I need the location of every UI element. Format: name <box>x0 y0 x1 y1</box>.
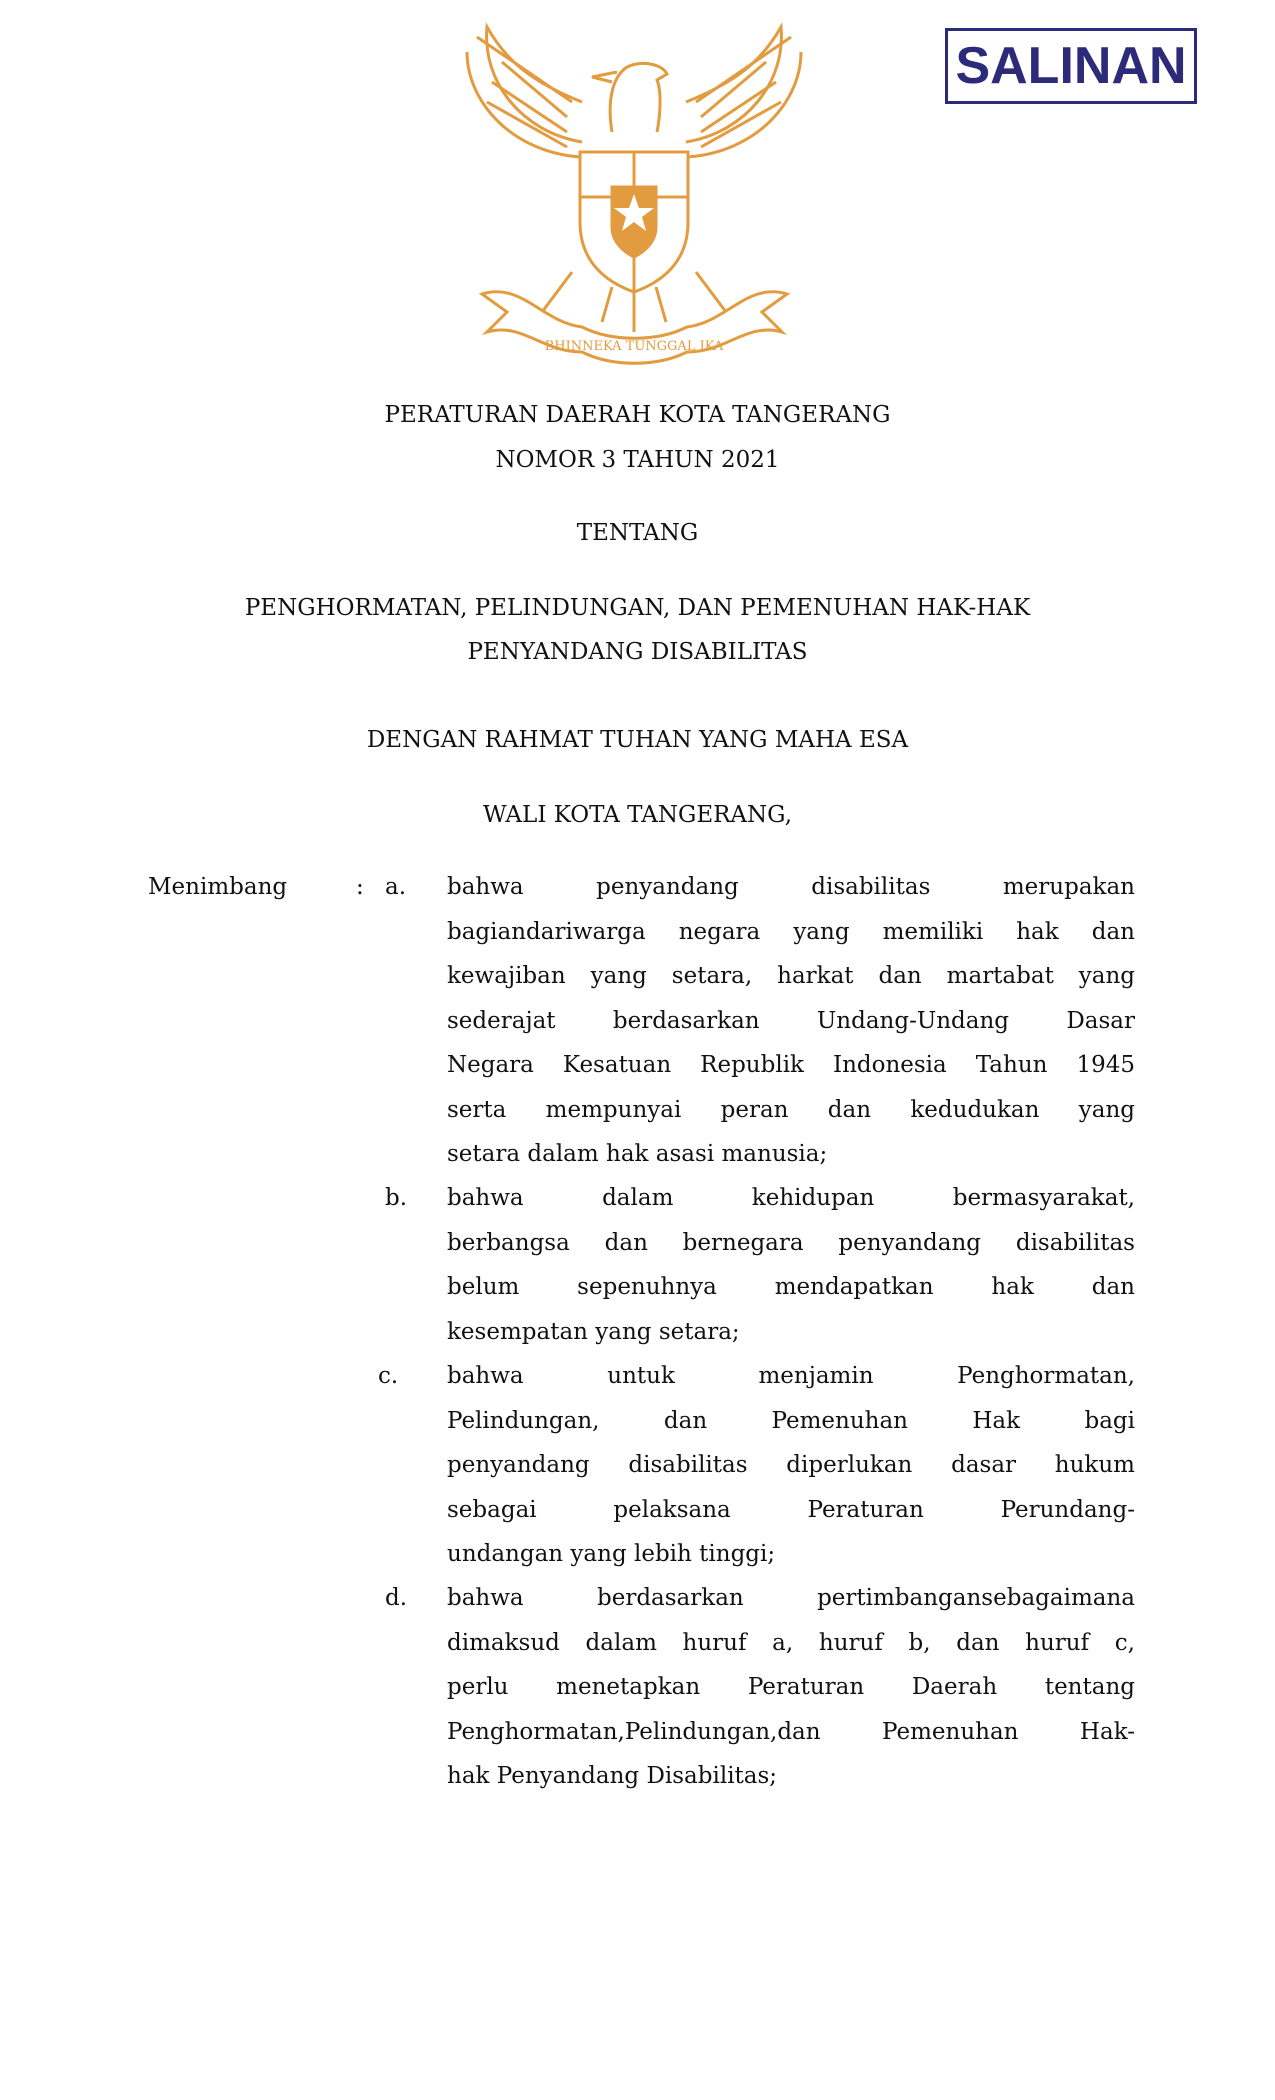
item-line: undangan yang lebih tinggi; <box>447 1541 776 1567</box>
item-line: belum sepenuhnya mendapatkan hak dan <box>447 1274 1135 1300</box>
item-line: sebagai pelaksana Peraturan Perundang- <box>447 1496 1135 1523</box>
item-text <box>447 872 1135 1184</box>
item-line: serta mempunyai peran dan kedudukan yang <box>447 1096 1135 1123</box>
blessing-line: DENGAN RAHMAT TUHAN YANG MAHA ESA <box>366 727 909 753</box>
item-line: berbangsa dan bernegara penyandang disabilitas <box>447 1229 1135 1256</box>
item-letter: b. <box>385 1185 408 1211</box>
item-letter: a. <box>385 874 407 900</box>
item-line: perlu menetapkan Peraturan Daerah tentang <box>447 1674 1135 1700</box>
item-letter: c. <box>378 1363 399 1389</box>
regulation-title: PERATURAN DAERAH KOTA TANGERANG <box>384 402 891 428</box>
item-text <box>447 1583 1135 1806</box>
item-line: Negara Kesatuan Republik Indonesia Tahun 1945 <box>447 1052 1135 1078</box>
item-line: Pelindungan, dan Pemenuhan Hak bagi <box>447 1407 1135 1434</box>
item-line: dimaksud dalam huruf a, huruf b, dan huruf c, <box>447 1629 1135 1656</box>
menimbang-colon: : <box>356 874 364 900</box>
item-line: bahwa dalam kehidupan bermasyarakat, <box>447 1185 1135 1211</box>
item-text <box>447 1361 1135 1584</box>
regulation-number: NOMOR 3 TAHUN 2021 <box>495 447 780 473</box>
mayor-line: WALI KOTA TANGERANG, <box>482 802 793 828</box>
item-letter: d. <box>385 1585 408 1611</box>
tentang-heading: TENTANG <box>576 520 699 546</box>
salinan-stamp: SALINAN <box>945 28 1197 104</box>
subject-line-1: PENGHORMATAN, PELINDUNGAN, DAN PEMENUHAN HAK-HAK <box>244 595 1031 621</box>
item-line: penyandang disabilitas diperlukan dasar hukum <box>447 1452 1135 1478</box>
item-line: bahwa penyandang disabilitas merupakan <box>447 874 1135 900</box>
item-line: bahwa untuk menjamin Penghormatan, <box>447 1363 1135 1389</box>
subject-line-2: PENYANDANG DISABILITAS <box>467 639 808 665</box>
item-line: Penghormatan,Pelindungan,dan Pemenuhan Hak- <box>447 1718 1135 1745</box>
garuda-emblem <box>462 22 806 374</box>
item-line: hak Penyandang Disabilitas; <box>447 1763 778 1789</box>
item-text <box>447 1183 1135 1361</box>
item-line: setara dalam hak asasi manusia; <box>447 1141 828 1167</box>
emblem-motto: BHINNEKA TUNGGAL IKA <box>544 339 724 354</box>
menimbang-label: Menimbang <box>148 874 288 900</box>
item-line: bagiandariwarga negara yang memiliki hak dan <box>447 918 1135 945</box>
item-line: sederajat berdasarkan Undang-Undang Dasar <box>447 1007 1135 1034</box>
item-line: kesempatan yang setara; <box>447 1318 740 1345</box>
item-line: bahwa berdasarkan pertimbangansebagaimana <box>447 1585 1135 1611</box>
item-line: kewajiban yang setara, harkat dan martabat yang <box>447 963 1135 989</box>
